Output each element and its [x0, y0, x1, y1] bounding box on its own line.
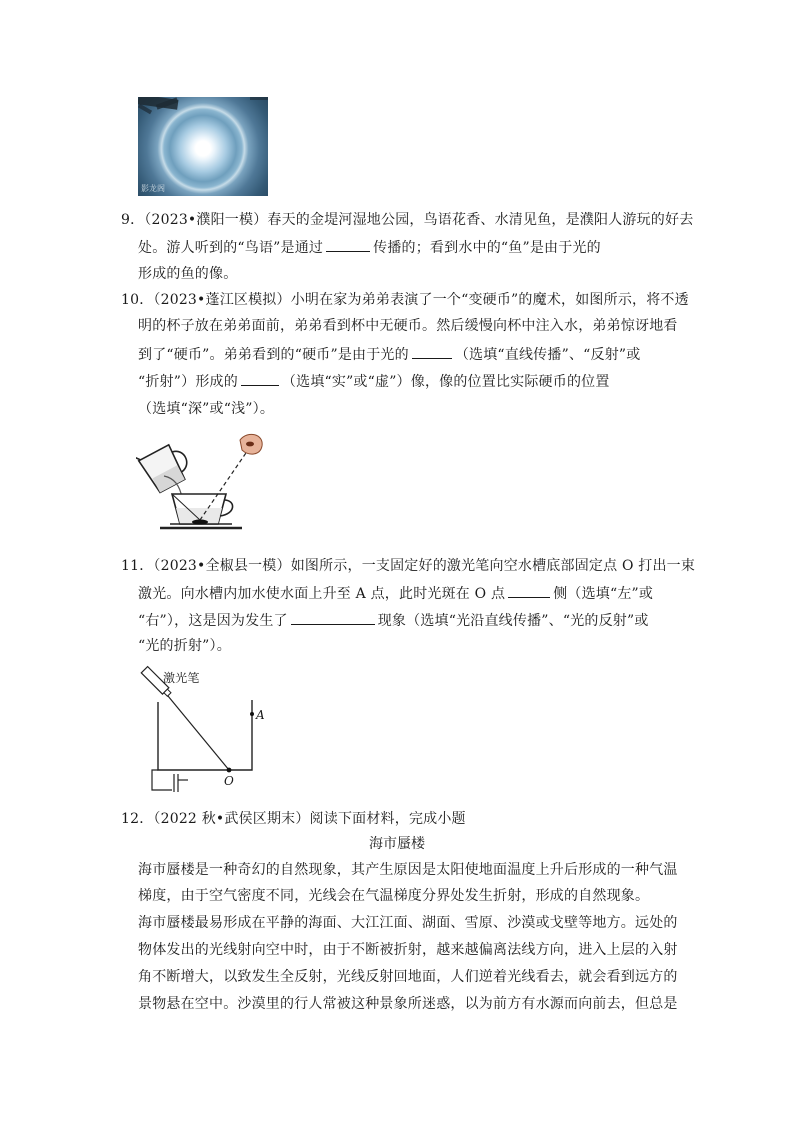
q10-line-4: “折射”）形成的 （选填“实”或“虚”）像，像的位置比实际硬币的位置 [138, 371, 610, 391]
q9-blank-1[interactable] [326, 237, 370, 252]
q10-line-2: 明的杯子放在弟弟面前，弟弟看到杯中无硬币。然后缓慢向杯中注入水，弟弟惊讶地看 [138, 318, 678, 334]
water-tank [158, 700, 252, 770]
q10-blank-1[interactable] [412, 344, 452, 359]
q11-blank-2[interactable] [291, 610, 375, 625]
q9-line-3: 形成的鱼的像。 [138, 266, 238, 282]
q11-blank-1[interactable] [508, 583, 550, 598]
passage-p1-line-2: 梯度，由于空气密度不同，光线会在气温梯度分界处发生折射，形成的自然现象。 [138, 888, 650, 904]
pitcher [136, 436, 194, 495]
eye-icon [240, 434, 262, 454]
q10-line-5: （选填“深”或“浅”）。 [138, 401, 275, 417]
laser-tank-figure [132, 662, 272, 794]
q10-line-3: 到了“硬币”。弟弟看到的“硬币”是由于光的 （选填“直线传播”、“反射”或 [138, 344, 640, 364]
point-o-label: O [224, 774, 235, 788]
q11-line-4: “光的折射”）。 [138, 638, 231, 654]
coin-in-cup-figure [136, 428, 266, 540]
q11-line-1: 11．（2023•全椒县一模）如图所示，一支固定好的激光笔向空水槽底部固定点 O 打出一束 [121, 558, 696, 574]
passage-p2-line-2: 物体发出的光线射向空中时，由于不断被折射，越来越偏离法线方向，进入上层的入射 [138, 942, 678, 958]
laser-beam [168, 696, 229, 770]
passage-p2-line-1: 海市蜃楼最易形成在平静的海面、大江江面、湖面、雪原、沙漠或戈壁等地方。远处的 [138, 915, 678, 931]
laser-pen-label: 激光笔 [163, 671, 200, 685]
sun-halo-photo: 影龙阁 [138, 97, 268, 196]
q11-line-2: 激光。向水槽内加水使水面上升至 A 点，此时光斑在 O 点 侧（选填“左”或 [138, 583, 653, 603]
passage-p2-line-4: 景物悬在空中。沙漠里的行人常被这种景象所迷惑，以为前方有水源而向前去，但总是 [138, 996, 678, 1012]
q10-line-1: 10．（2023•蓬江区模拟）小明在家为弟弟表演了一个“变硬币”的魔术，如图所示，将不透 [121, 292, 689, 308]
q12-line-1: 12．（2022 秋•武侯区期末）阅读下面材料，完成小题 [121, 811, 466, 827]
q9-line-1: 9．（2023•濮阳一模）春天的金堤河湿地公园，鸟语花香、水清见鱼，是濮阳人游玩的好去 [121, 212, 694, 228]
point-a-label: A [256, 708, 265, 722]
passage-title: 海市蜃楼 [369, 836, 425, 852]
q9-line-2: 处。游人听到的“鸟语”是通过 传播的；看到水中的“鱼”是由于光的 [138, 237, 601, 257]
point-a [250, 712, 254, 716]
q11-line-3: “右”），这是因为发生了 现象（选填“光沿直线传播”、“光的反射”或 [138, 610, 649, 630]
q10-blank-2[interactable] [241, 371, 279, 386]
passage-p2-line-3: 角不断增大，以致发生全反射，光线反射回地面，人们逆着光线看去，就会看到远方的 [138, 969, 678, 985]
passage-p1-line-1: 海市蜃楼是一种奇幻的自然现象，其产生原因是太阳使地面温度上升后形成的一种气温 [138, 862, 678, 878]
coin [192, 520, 208, 525]
